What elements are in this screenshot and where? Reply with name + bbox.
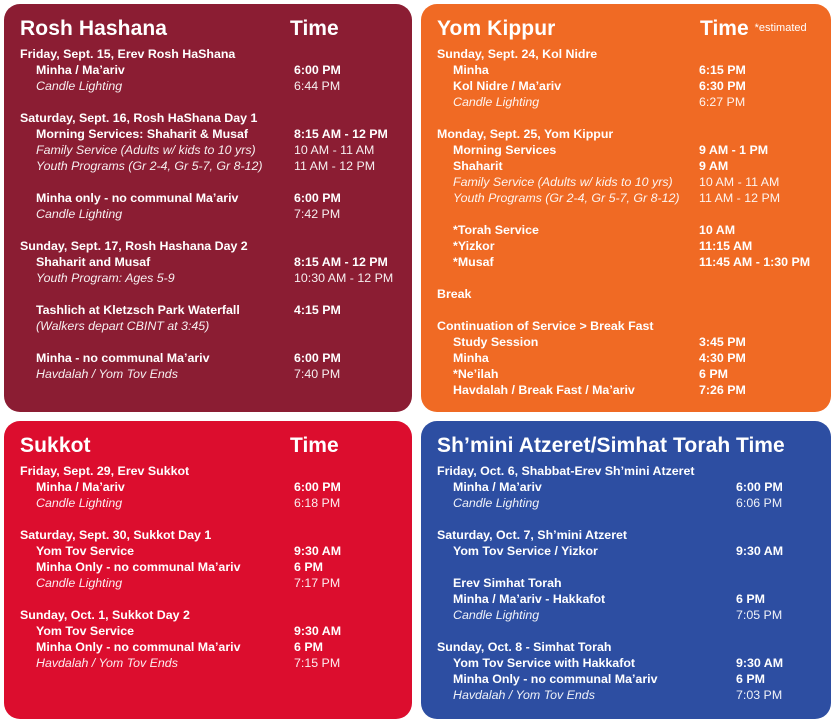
- event-label: Study Session: [453, 335, 539, 349]
- event-time: 9:30 AM: [736, 544, 784, 558]
- section-heading: [437, 639, 827, 655]
- row-spacer: [20, 94, 408, 110]
- event-label: Youth Programs (Gr 2-4, Gr 5-7, Gr 8-12): [36, 159, 263, 173]
- event-time: 9:30 AM: [294, 624, 342, 638]
- event-label: *Musaf: [453, 255, 494, 269]
- event-label: Yom Tov Service / Yizkor: [453, 544, 598, 558]
- schedule-row: [20, 62, 408, 78]
- event-time: 7:17 PM: [294, 576, 341, 590]
- event-time: 6:00 PM: [736, 480, 783, 494]
- schedule-row: [437, 366, 827, 382]
- schedule-row: [437, 479, 827, 495]
- panel-title: Sukkot: [20, 434, 91, 457]
- row-spacer: [20, 334, 408, 350]
- schedule-row: [20, 78, 408, 94]
- event-time: 11:15 AM: [699, 239, 753, 253]
- event-time: 7:26 PM: [699, 383, 746, 397]
- event-label: Havdalah / Break Fast / Ma’ariv: [453, 383, 635, 397]
- section-heading: [20, 527, 408, 543]
- schedule-row: [20, 126, 408, 142]
- event-time: 7:42 PM: [294, 207, 341, 221]
- event-time: 4:30 PM: [699, 351, 746, 365]
- schedule-row: [437, 238, 827, 254]
- schedule-row: [437, 78, 827, 94]
- event-label: Morning Services: Shaharit & Musaf: [36, 127, 249, 141]
- event-label: Minha / Ma’ariv - Hakkafot: [453, 592, 606, 606]
- schedule-row: [20, 270, 408, 286]
- schedule-row: [20, 559, 408, 575]
- section-heading-label: Friday, Sept. 29, Erev Sukkot: [20, 464, 190, 478]
- event-time: 7:03 PM: [736, 688, 783, 702]
- schedule-row: [20, 318, 408, 334]
- schedule-row: [20, 639, 408, 655]
- event-label: Candle Lighting: [36, 207, 123, 221]
- event-label: Minha - no communal Ma’ariv: [36, 351, 210, 365]
- row-spacer: [437, 110, 827, 126]
- row-spacer: [20, 222, 408, 238]
- event-time: 6 PM: [736, 672, 765, 686]
- section-heading-label: Friday, Oct. 6, Shabbat-Erev Sh’mini Atzeret: [437, 464, 695, 478]
- event-label: Yom Tov Service: [36, 624, 135, 638]
- event-label: Candle Lighting: [453, 95, 540, 109]
- event-label: (Walkers depart CBINT at 3:45): [36, 319, 210, 333]
- event-time: 6:00 PM: [294, 191, 341, 205]
- schedule-row: [437, 607, 827, 623]
- schedule-row: [437, 158, 827, 174]
- row-spacer: [20, 174, 408, 190]
- row-spacer: [20, 591, 408, 607]
- schedule-row: [20, 495, 408, 511]
- panel-title: Rosh Hashana: [20, 17, 168, 40]
- event-label: Candle Lighting: [36, 79, 123, 93]
- schedule-rows: [437, 46, 827, 398]
- event-label: Shaharit and Musaf: [36, 255, 151, 269]
- section-heading-label: Sunday, Oct. 8 - Simhat Torah: [437, 640, 612, 654]
- event-time: 4:15 PM: [294, 303, 341, 317]
- section-heading-label: Erev Simhat Torah: [453, 576, 562, 590]
- event-label: *Ne’ilah: [453, 367, 499, 381]
- row-spacer: [437, 559, 827, 575]
- event-label: Kol Nidre / Ma’ariv: [453, 79, 562, 93]
- section-heading-label: Saturday, Sept. 16, Rosh HaShana Day 1: [20, 111, 258, 125]
- section-heading-label: Friday, Sept. 15, Erev Rosh HaShana: [20, 47, 236, 61]
- schedule-row: [20, 190, 408, 206]
- event-label: Family Service (Adults w/ kids to 10 yrs): [453, 175, 673, 189]
- row-spacer: [437, 623, 827, 639]
- section-heading-label: Saturday, Sept. 30, Sukkot Day 1: [20, 528, 212, 542]
- schedule-row: [437, 655, 827, 671]
- schedule-row: [20, 254, 408, 270]
- section-heading: [437, 575, 827, 591]
- event-time: 11 AM - 12 PM: [294, 159, 376, 173]
- event-label: Havdalah / Yom Tov Ends: [36, 367, 178, 381]
- schedule-row: [437, 671, 827, 687]
- sukkot-panel: [4, 421, 412, 719]
- event-time: 11 AM - 12 PM: [699, 191, 781, 205]
- schedule-row: [20, 366, 408, 382]
- section-heading: [437, 527, 827, 543]
- event-label: Minha / Ma’ariv: [453, 480, 542, 494]
- event-label: Shaharit: [453, 159, 503, 173]
- section-heading-label: Monday, Sept. 25, Yom Kippur: [437, 127, 614, 141]
- time-column-header: [700, 17, 807, 41]
- schedule-row: [20, 302, 408, 318]
- section-heading: [437, 46, 827, 62]
- section-heading: [437, 286, 827, 302]
- event-time: 9 AM - 1 PM: [699, 143, 769, 157]
- event-time: 6:15 PM: [699, 63, 746, 77]
- event-time: 11:45 AM - 1:30 PM: [699, 255, 811, 269]
- schedule-rows: [20, 463, 408, 671]
- schedule-row: [20, 142, 408, 158]
- section-heading: [437, 463, 827, 479]
- event-time: 10 AM: [699, 223, 736, 237]
- event-time: 6:06 PM: [736, 496, 783, 510]
- section-heading-label: Sunday, Sept. 24, Kol Nidre: [437, 47, 598, 61]
- event-time: 9 AM: [699, 159, 729, 173]
- schedule-row: [437, 254, 827, 270]
- schedule-row: [437, 174, 827, 190]
- schedule-row: [20, 158, 408, 174]
- section-heading-label: Continuation of Service > Break Fast: [437, 319, 654, 333]
- event-time: 10 AM - 11 AM: [294, 143, 375, 157]
- schedule-row: [437, 591, 827, 607]
- event-label: Tashlich at Kletzsch Park Waterfall: [36, 303, 240, 317]
- schedule-row: [437, 62, 827, 78]
- schedule-row: [437, 382, 827, 398]
- schedule-rows: [437, 463, 827, 703]
- section-heading: [437, 126, 827, 142]
- section-heading: [437, 318, 827, 334]
- event-label: *Yizkor: [453, 239, 495, 253]
- event-label: Yom Tov Service: [36, 544, 135, 558]
- event-time: 6 PM: [736, 592, 765, 606]
- event-time: 9:30 AM: [294, 544, 342, 558]
- event-time: 6 PM: [294, 640, 323, 654]
- schedule-row: [20, 543, 408, 559]
- event-time: 7:15 PM: [294, 656, 341, 670]
- event-label: Candle Lighting: [453, 496, 540, 510]
- event-label: Yom Tov Service with Hakkafot: [453, 656, 636, 670]
- event-time: 6 PM: [699, 367, 728, 381]
- event-time: 6:44 PM: [294, 79, 341, 93]
- schedule-row: [20, 479, 408, 495]
- event-label: Minha Only - no communal Ma’ariv: [36, 560, 241, 574]
- schedule-row: [437, 495, 827, 511]
- schedule-row: [20, 655, 408, 671]
- event-label: Candle Lighting: [36, 576, 123, 590]
- event-label: Havdalah / Yom Tov Ends: [36, 656, 178, 670]
- event-label: Family Service (Adults w/ kids to 10 yrs): [36, 143, 256, 157]
- yom-kippur-panel: [421, 4, 831, 412]
- schedule-row: [20, 623, 408, 639]
- schedule-row: [437, 142, 827, 158]
- schedule-row: [437, 350, 827, 366]
- event-time: 6:30 PM: [699, 79, 746, 93]
- rosh-hashana-panel: [4, 4, 412, 412]
- event-time: 10:30 AM - 12 PM: [294, 271, 394, 285]
- event-time: 6:27 PM: [699, 95, 746, 109]
- section-heading: [20, 46, 408, 62]
- event-label: Candle Lighting: [453, 608, 540, 622]
- event-time: 7:40 PM: [294, 367, 341, 381]
- schedule-row: [20, 350, 408, 366]
- section-heading-label: Saturday, Oct. 7, Sh’mini Atzeret: [437, 528, 628, 542]
- event-time: 8:15 AM - 12 PM: [294, 255, 388, 269]
- schedule-row: [437, 94, 827, 110]
- section-heading-label: Sunday, Sept. 17, Rosh Hashana Day 2: [20, 239, 248, 253]
- event-label: Morning Services: [453, 143, 557, 157]
- event-time: 6:00 PM: [294, 351, 341, 365]
- event-time: 3:45 PM: [699, 335, 746, 349]
- event-time: 8:15 AM - 12 PM: [294, 127, 388, 141]
- schedule-row: [437, 687, 827, 703]
- event-time: 6:00 PM: [294, 480, 341, 494]
- event-label: Youth Program: Ages 5-9: [36, 271, 175, 285]
- event-label: *Torah Service: [453, 223, 539, 237]
- estimated-note: *estimated: [754, 22, 807, 34]
- time-column-header: Time: [290, 434, 339, 457]
- section-heading: [20, 463, 408, 479]
- row-spacer: [437, 302, 827, 318]
- schedule-row: [437, 334, 827, 350]
- event-label: Candle Lighting: [36, 496, 123, 510]
- panel-title: Sh’mini Atzeret/Simhat Torah: [437, 434, 731, 457]
- event-time: 6:00 PM: [294, 63, 341, 77]
- row-spacer: [20, 286, 408, 302]
- event-label: Minha / Ma’ariv: [36, 63, 125, 77]
- schedule-row: [437, 222, 827, 238]
- row-spacer: [20, 511, 408, 527]
- panel-title: Yom Kippur: [437, 17, 556, 40]
- event-label: Minha: [453, 63, 489, 77]
- event-time: 7:05 PM: [736, 608, 783, 622]
- section-heading-label: Sunday, Oct. 1, Sukkot Day 2: [20, 608, 190, 622]
- schedule-row: [437, 543, 827, 559]
- schedule-rows: [20, 46, 408, 382]
- schedule-row: [20, 575, 408, 591]
- section-heading: [20, 238, 408, 254]
- event-label: Youth Programs (Gr 2-4, Gr 5-7, Gr 8-12): [453, 191, 680, 205]
- time-column-header: Time: [290, 17, 339, 40]
- shmini-atzeret-panel: [421, 421, 831, 719]
- event-time: 6:18 PM: [294, 496, 341, 510]
- schedule-row: [20, 206, 408, 222]
- event-label: Minha Only - no communal Ma’ariv: [453, 672, 658, 686]
- schedule-row: [437, 190, 827, 206]
- event-label: Minha: [453, 351, 489, 365]
- row-spacer: [437, 511, 827, 527]
- event-time: 10 AM - 11 AM: [699, 175, 780, 189]
- section-heading-label: Break: [437, 287, 472, 301]
- event-label: Minha only - no communal Ma’ariv: [36, 191, 239, 205]
- time-column-header: Time: [736, 434, 785, 457]
- event-label: Minha / Ma’ariv: [36, 480, 125, 494]
- event-label: Minha Only - no communal Ma’ariv: [36, 640, 241, 654]
- row-spacer: [437, 270, 827, 286]
- row-spacer: [437, 206, 827, 222]
- section-heading: [20, 607, 408, 623]
- time-header-label: Time: [700, 17, 749, 40]
- section-heading: [20, 110, 408, 126]
- event-label: Havdalah / Yom Tov Ends: [453, 688, 595, 702]
- event-time: 6 PM: [294, 560, 323, 574]
- event-time: 9:30 AM: [736, 656, 784, 670]
